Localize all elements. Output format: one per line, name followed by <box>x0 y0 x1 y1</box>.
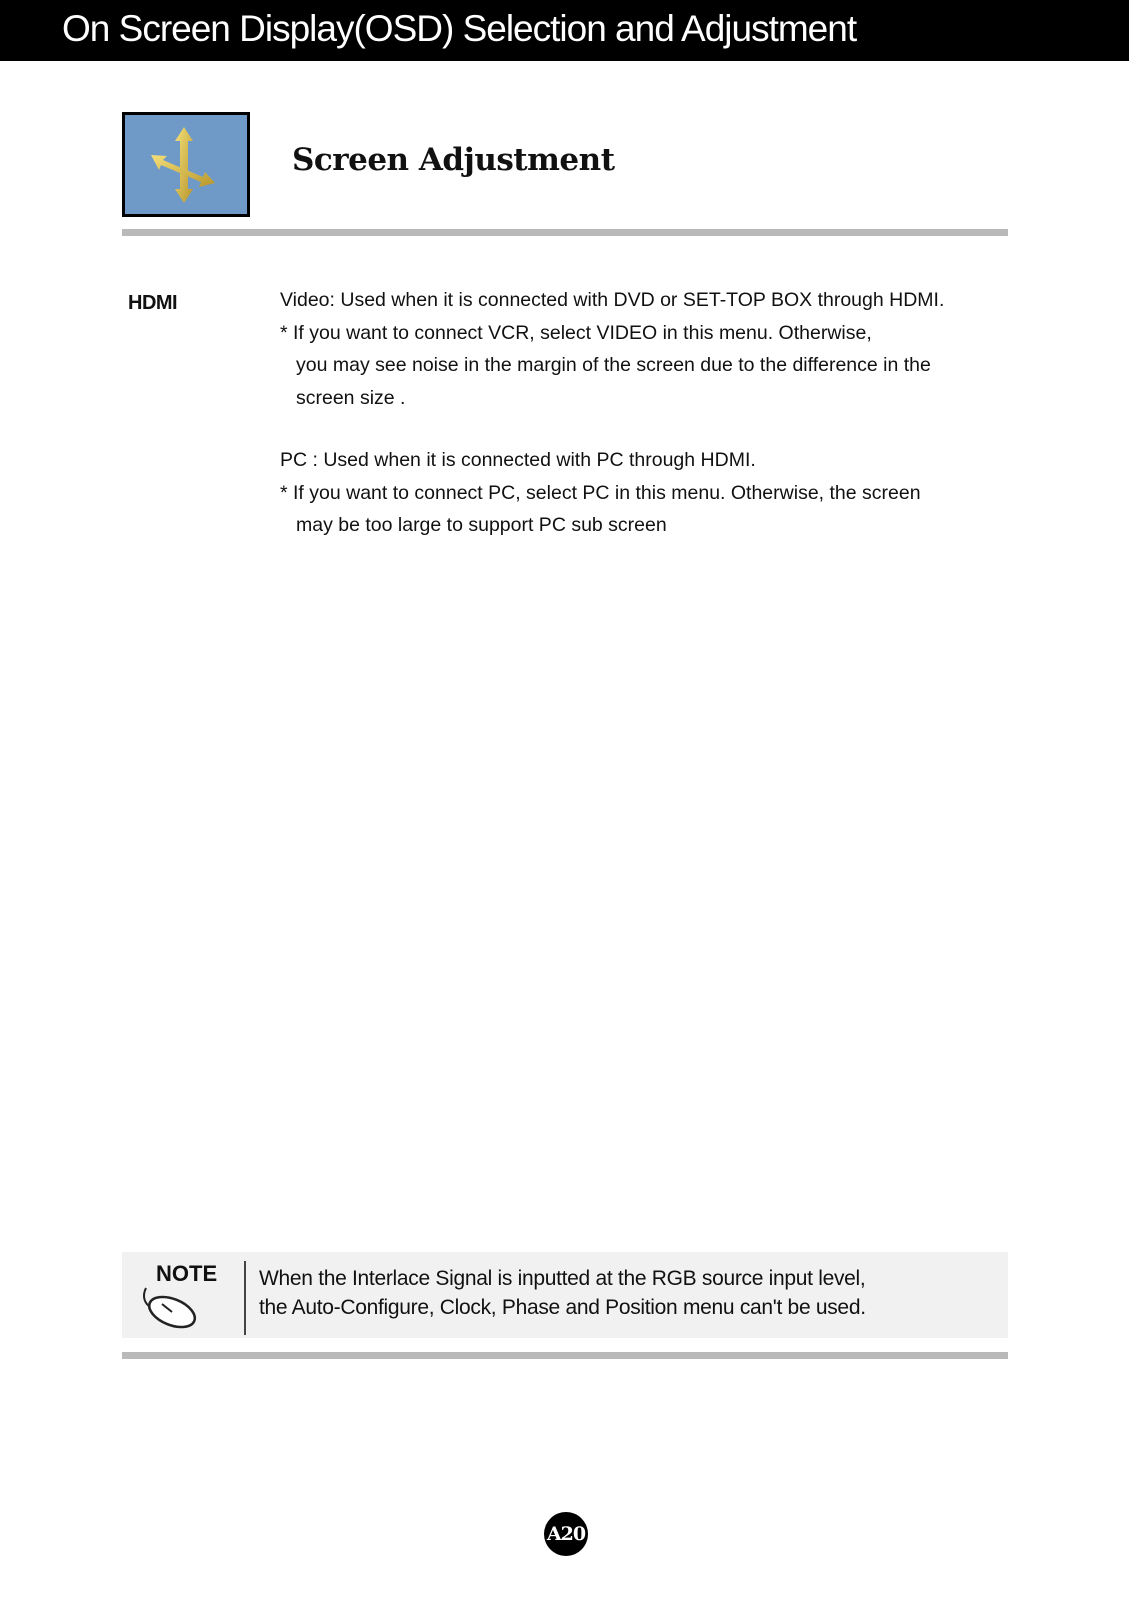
section-title: Screen Adjustment <box>292 142 615 178</box>
divider-top <box>122 229 1008 236</box>
hdmi-pc-note: * If you want to connect PC, select PC in this menu. Otherwise, the screen <box>280 481 921 504</box>
page-number: A20 <box>544 1512 588 1556</box>
note-line: When the Interlace Signal is inputted at the RGB source input level, <box>259 1267 866 1290</box>
hdmi-video-note-cont: screen size . <box>296 386 406 409</box>
hdmi-pc-note-cont: may be too large to support PC sub screen <box>296 514 667 536</box>
note-divider <box>244 1261 246 1335</box>
hdmi-video-note-cont: you may see noise in the margin of the screen due to the difference in the <box>296 354 931 376</box>
hdmi-video-line: Video: Used when it is connected with DVD or SET-TOP BOX through HDMI. <box>280 289 945 311</box>
hdmi-pc-line: PC : Used when it is connected with PC through HDMI. <box>280 449 756 471</box>
mouse-icon <box>138 1282 208 1332</box>
note-text <box>259 1264 866 1322</box>
hdmi-label: HDMI <box>128 292 178 314</box>
note-line: the Auto-Configure, Clock, Phase and Position menu can't be used. <box>259 1296 866 1319</box>
hdmi-description <box>280 284 1010 542</box>
page-title: On Screen Display(OSD) Selection and Adjustment <box>62 8 857 49</box>
move-arrows-icon <box>122 112 250 217</box>
divider-bottom <box>122 1352 1008 1359</box>
hdmi-video-note: * If you want to connect VCR, select VIDEO in this menu. Otherwise, <box>280 321 872 344</box>
note-label: NOTE <box>156 1261 218 1286</box>
